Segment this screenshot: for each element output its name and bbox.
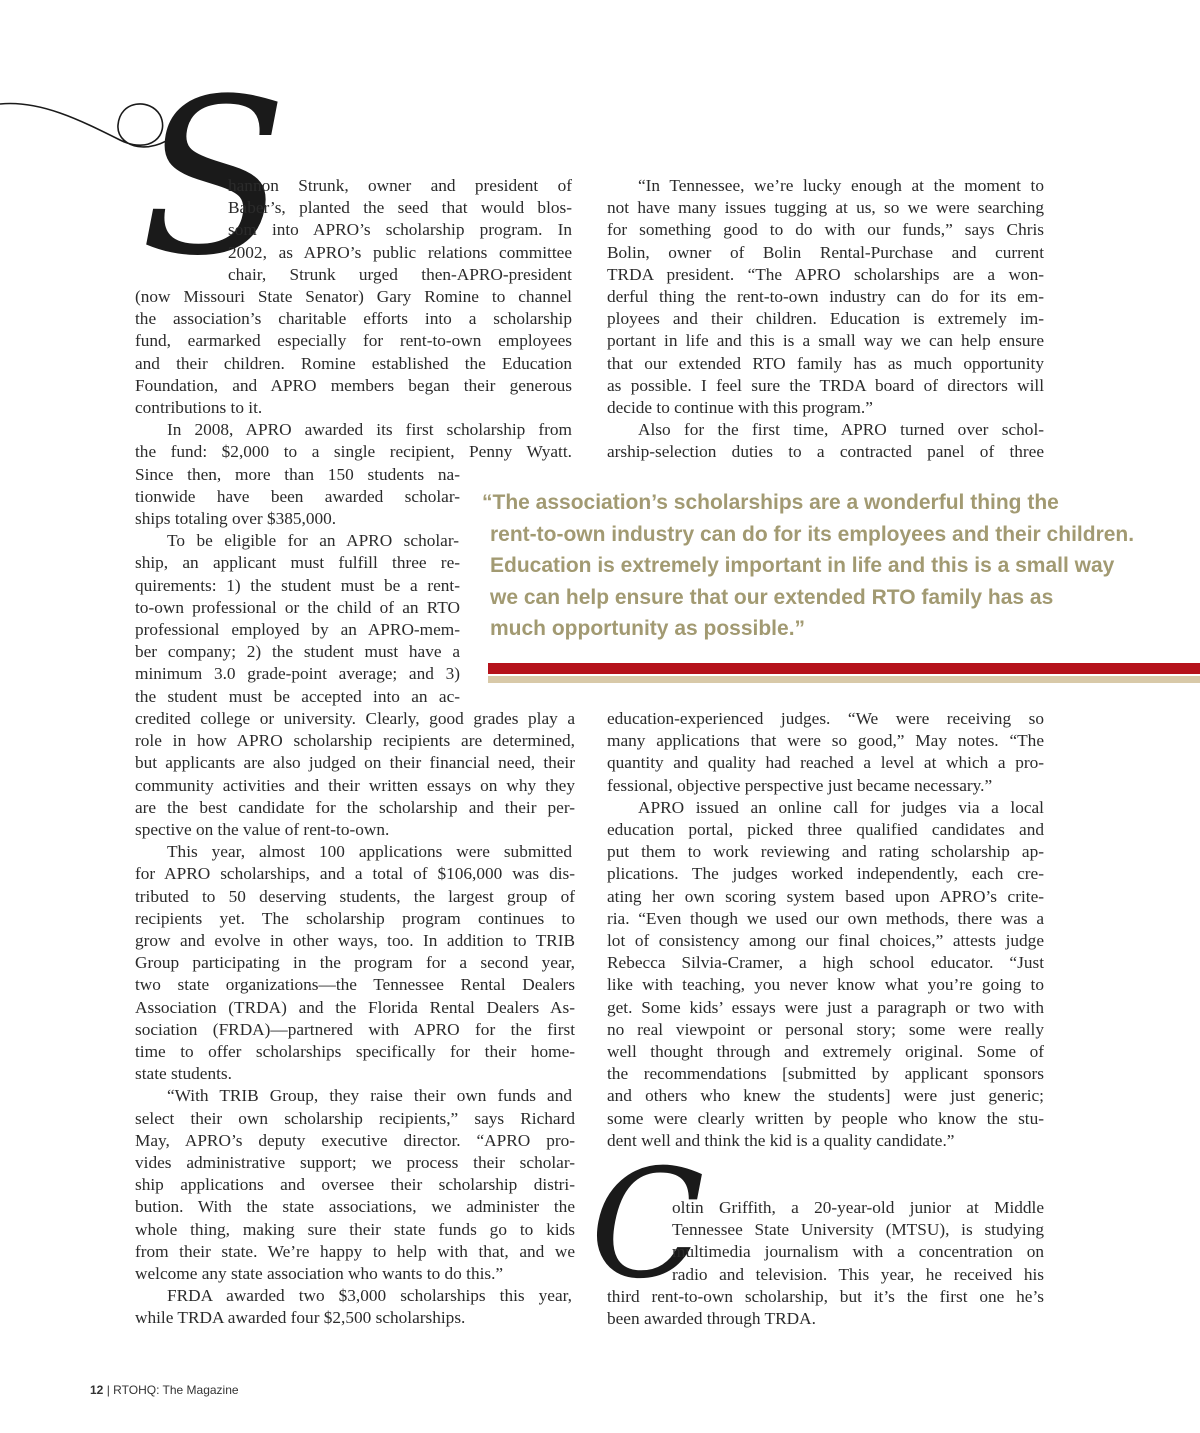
body-text-line: as possible. I feel sure the TRDA board of directors will	[607, 375, 1044, 395]
body-text-line: vides administrative support; we process their scholar-	[135, 1153, 575, 1172]
body-text-line: not have many issues tugging at us, so we were searching	[607, 198, 1044, 218]
body-text-line: ships totaling over $385,000.	[135, 509, 337, 528]
pull-quote-line: Education is extremely important in life and this is a small way	[490, 554, 1115, 577]
body-text-line: Tennessee State University (MTSU), is studying	[672, 1220, 1044, 1240]
body-text-line: dent well and think the kid is a quality candidate.”	[607, 1130, 955, 1150]
body-text-line: professional employed by an APRO-mem-	[135, 620, 460, 639]
body-text-line: (now Missouri State Senator) Gary Romine to channel	[135, 287, 572, 306]
body-text-line: TRDA president. “The APRO scholarships are a won-	[607, 264, 1044, 284]
body-text-line: but applicants are also judged on their financial need, their	[135, 753, 575, 773]
body-text-line: while TRDA awarded four $2,500 scholarships.	[135, 1308, 466, 1328]
pull-quote-line: much opportunity as possible.”	[490, 617, 806, 640]
body-text-line: and their children. Romine established the Education	[135, 353, 572, 373]
body-text-line: welcome any state association who wants to do this.”	[135, 1264, 504, 1283]
pull-quote-rule-tan	[488, 676, 1200, 683]
body-text-line: grow and evolve in other ways, too. In addition to TRIB	[135, 931, 575, 950]
body-text-line: bution. With the state associations, we administer the	[135, 1197, 575, 1217]
body-text-line: oltin Griffith, a 20-year-old junior at Middle	[672, 1198, 1044, 1217]
body-text-line: for APRO scholarships, and a total of $106,000 was dis-	[135, 864, 575, 884]
body-text-line: and others who knew the students] were just generic;	[607, 1086, 1044, 1106]
body-text-line: decide to continue with this program.”	[607, 398, 873, 417]
body-text-line: that our extended RTO family has as much opportunity	[607, 353, 1044, 373]
body-text-line: Also for the first time, APRO turned over schol-	[638, 420, 1044, 440]
body-text-line: In 2008, APRO awarded its first scholarship from	[167, 420, 572, 440]
body-text-line: Rebecca Silvia-Cramer, a high school educator. “Just	[607, 953, 1044, 973]
body-text-line: get. Some kids’ essays were just a paragraph or two with	[607, 997, 1044, 1017]
body-text-line: tionwide have been awarded scholar-	[135, 486, 460, 506]
body-text-line: some were clearly written by people who know the stu-	[607, 1108, 1044, 1128]
drop-cap-s: S	[140, 52, 288, 303]
body-text-line: Since then, more than 150 students na-	[135, 464, 460, 484]
pull-quote-rule-red	[488, 663, 1200, 674]
pull-quote-line: “The association’s scholarships are a wonderful thing the	[482, 491, 1059, 514]
body-text-line: state students.	[135, 1064, 232, 1084]
body-text-line: the fund: $2,000 to a single recipient, Penny Wyatt.	[135, 442, 572, 462]
drop-cap-c: C	[590, 1138, 705, 1312]
body-text-line: minimum 3.0 grade-point average; and 3)	[135, 664, 460, 684]
body-text-line: ria. “Even though we used our own methods, there was a	[607, 908, 1044, 928]
body-text-line: “In Tennessee, we’re lucky enough at the moment to	[638, 176, 1044, 195]
body-text-line: for something good to do with our funds,” says Chris	[607, 220, 1044, 240]
body-text-line: Foundation, and APRO members began their generous	[135, 375, 572, 395]
body-text-line: fund, earmarked especially for rent-to-own employees	[135, 331, 572, 351]
body-text-line: ship, an applicant must fulfill three re-	[135, 553, 460, 573]
body-text-line: hannon Strunk, owner and president of	[228, 176, 572, 195]
body-text-line: are the best candidate for the scholarship and their per-	[135, 797, 575, 817]
body-text-line: plications. The judges worked independently, each cre-	[607, 864, 1044, 884]
body-text-line: role in how APRO scholarship recipients are determined,	[135, 731, 575, 751]
page-number: 12	[90, 1383, 104, 1397]
body-text-line: lot of consistency among our final choices,” attests judge	[607, 931, 1044, 950]
body-text-line: 2002, as APRO’s public relations committee	[228, 242, 572, 262]
body-text-line: May, APRO’s deputy executive director. “APRO pro-	[135, 1130, 575, 1150]
body-text-line: quantity and quality had reached a level at which a pro-	[607, 753, 1044, 773]
body-text-line: arship-selection duties to a contracted panel of three	[607, 442, 1044, 462]
page-footer	[90, 1383, 239, 1397]
publication-name: RTOHQ: The Magazine	[113, 1383, 239, 1397]
body-text-line: from their state. We’re happy to help with that, and we	[135, 1241, 575, 1261]
body-text-line: radio and television. This year, he received his	[672, 1264, 1044, 1284]
body-text-line: APRO issued an online call for judges via a local	[638, 797, 1044, 817]
body-text-line: sociation (FRDA)—partnered with APRO for the first	[135, 1019, 575, 1039]
body-text-line: contributions to it.	[135, 398, 263, 417]
body-text-line: derful thing the rent-to-own industry can do for its em-	[607, 287, 1044, 306]
body-text-line: third rent-to-own scholarship, but it’s the first one he’s	[607, 1286, 1044, 1306]
body-text-line: ship applications and oversee their scholarship distri-	[135, 1175, 575, 1195]
body-text-line: “With TRIB Group, they raise their own funds and	[167, 1086, 572, 1106]
body-text-line: community activities and their written essays on why they	[135, 775, 575, 795]
body-text-line: ployees and their children. Education is extremely im-	[607, 309, 1044, 329]
body-text-line: tributed to 50 deserving students, the largest group of	[135, 886, 575, 906]
body-text-line: the student must be accepted into an ac-	[135, 686, 460, 706]
body-text-line: to-own professional or the child of an RTO	[135, 597, 460, 617]
body-text-line: two state organizations—the Tennessee Rental Dealers	[135, 975, 575, 995]
body-text-line: select their own scholarship recipients,” says Richard	[135, 1108, 575, 1128]
body-text-line: well thought through and extremely original. Some of	[607, 1042, 1044, 1061]
body-text-line: credited college or university. Clearly, good grades play a	[135, 709, 575, 728]
body-text-line: like with teaching, you never know what you’re going to	[607, 975, 1044, 995]
body-text-line: spective on the value of rent-to-own.	[135, 820, 390, 839]
body-text-line: chair, Strunk urged then-APRO-president	[228, 264, 572, 284]
body-text-line: To be eligible for an APRO scholar-	[167, 531, 459, 551]
body-text-line: the recommendations [submitted by applicant sponsors	[607, 1064, 1044, 1084]
body-text-line: no real viewpoint or personal story; some were really	[607, 1019, 1044, 1039]
body-text-line: This year, almost 100 applications were submitted	[167, 842, 572, 862]
body-text-line: put them to work reviewing and rating scholarship ap-	[607, 842, 1044, 862]
body-text-line: the association’s charitable efforts into a scholarship	[135, 309, 572, 329]
body-text-line: recipients yet. The scholarship program continues to	[135, 908, 575, 928]
body-text-line: fessional, objective perspective just became necessary.”	[607, 775, 993, 795]
body-text-line: whole thing, making sure their state funds go to kids	[135, 1219, 575, 1239]
body-text-line: ber company; 2) the student must have a	[135, 642, 460, 662]
body-text-line: som into APRO’s scholarship program. In	[228, 220, 572, 240]
body-text-line: ating her own scoring system based upon APRO’s crite-	[607, 886, 1044, 906]
body-text-line: many applications that were so good,” May notes. “The	[607, 731, 1044, 751]
body-text-line: portant in life and this is a small way we can help ensure	[607, 331, 1044, 351]
body-text-line: multimedia journalism with a concentration on	[672, 1242, 1044, 1262]
body-text-line: time to offer scholarships specifically for their home-	[135, 1042, 575, 1061]
body-text-line: been awarded through TRDA.	[607, 1309, 816, 1328]
footer-separator: |	[106, 1383, 110, 1397]
body-text-line: education-experienced judges. “We were receiving so	[607, 709, 1044, 728]
body-text-line: quirements: 1) the student must be a rent-	[135, 575, 460, 595]
body-text-line: Group participating in the program for a second year,	[135, 953, 575, 973]
body-text-line: Bolin, owner of Bolin Rental-Purchase and current	[607, 242, 1044, 262]
body-text-line: FRDA awarded two $3,000 scholarships this year,	[167, 1286, 572, 1306]
pull-quote-line: rent-to-own industry can do for its employees and their children.	[490, 522, 1135, 546]
body-text-line: Baber’s, planted the seed that would blos-	[228, 198, 572, 218]
pull-quote-line: we can help ensure that our extended RTO family has as	[490, 585, 1054, 609]
body-text-line: Association (TRDA) and the Florida Rental Dealers As-	[135, 997, 575, 1017]
body-text-line: education portal, picked three qualified candidates and	[607, 820, 1044, 839]
